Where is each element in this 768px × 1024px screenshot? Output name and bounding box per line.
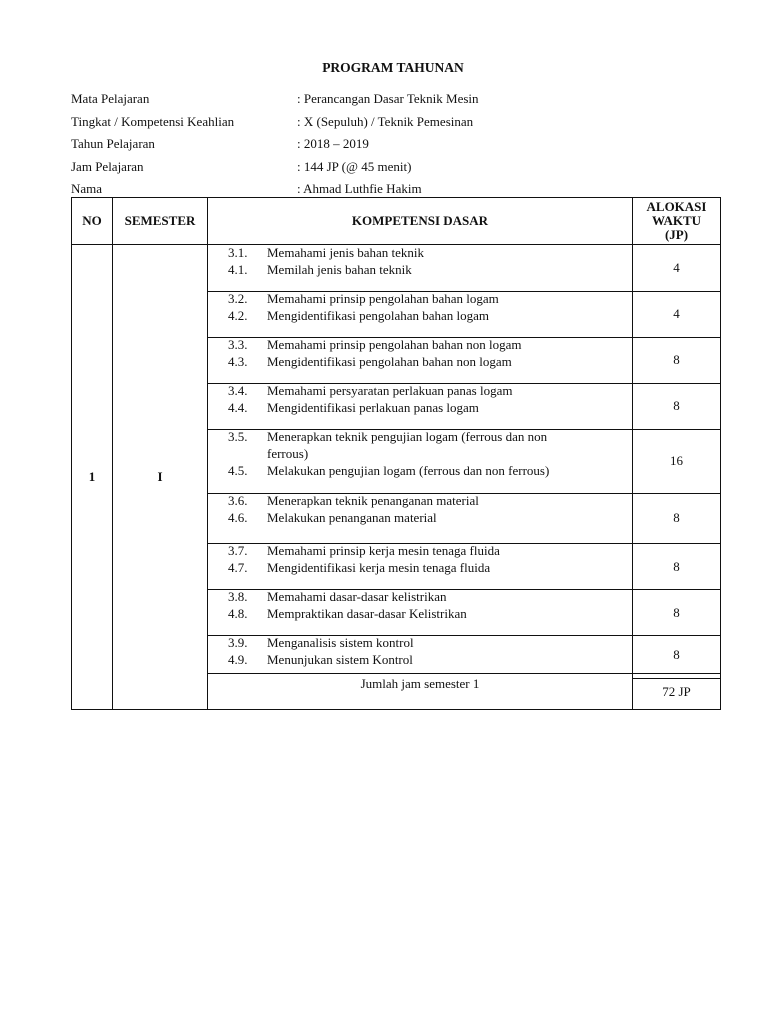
info-label: Nama — [71, 181, 103, 196]
header-alokasi-waktu — [632, 198, 721, 244]
alokasi-value: 4 — [673, 306, 680, 321]
kompetensi-text: Memahami dasar-dasar kelistrikan — [267, 589, 447, 604]
info-row-hours — [71, 156, 721, 179]
total-divider — [632, 678, 720, 679]
info-label: Jam Pelajaran — [71, 158, 144, 174]
kompetensi-text: Memahami persyaratan perlakuan panas logam — [267, 383, 513, 398]
kompetensi-item — [208, 559, 632, 576]
kompetensi-number: 3.3. — [228, 337, 248, 352]
kompetensi-number: 4.1. — [228, 262, 248, 277]
kompetensi-number: 4.6. — [228, 510, 248, 525]
info-label: Mata Pelajaran — [71, 91, 150, 106]
kompetensi-item — [208, 428, 632, 445]
kompetensi-number: 3.7. — [228, 543, 248, 558]
info-label: Tingkat / Kompetensi Keahlian — [71, 113, 235, 129]
header-alokasi-line: WAKTU — [651, 213, 702, 228]
kompetensi-item — [208, 353, 632, 370]
kompetensi-item — [208, 399, 632, 416]
kompetensi-item — [208, 492, 632, 509]
header-semester: SEMESTER — [124, 213, 196, 228]
kompetensi-item — [208, 634, 632, 651]
kompetensi-text: Mempraktikan dasar-dasar Kelistrikan — [267, 606, 467, 621]
kompetensi-item — [208, 307, 632, 324]
kompetensi-row — [208, 336, 632, 370]
alokasi-value: 8 — [673, 398, 680, 413]
kompetensi-text: Menganalisis sistem kontrol — [267, 635, 414, 650]
info-row-level — [71, 111, 721, 134]
kompetensi-item — [208, 382, 632, 399]
no-cell: 1 — [88, 468, 96, 484]
kompetensi-row — [208, 492, 632, 526]
kompetensi-item — [208, 336, 632, 353]
kompetensi-text-continuation: ferrous) — [267, 446, 309, 461]
kompetensi-number: 3.8. — [228, 589, 248, 604]
kompetensi-text: Menerapkan teknik penanganan material — [267, 493, 479, 508]
kompetensi-row — [208, 244, 632, 278]
alokasi-value: 8 — [673, 647, 680, 662]
info-value: : X (Sepuluh) / Teknik Pemesinan — [297, 113, 474, 129]
total-value: 72 JP — [662, 684, 691, 699]
kompetensi-item — [208, 509, 632, 526]
alokasi-value: 8 — [673, 352, 680, 367]
kompetensi-row — [208, 428, 632, 479]
info-row-subject — [71, 88, 721, 111]
document-title: PROGRAM TAHUNAN — [322, 60, 464, 75]
kompetensi-text: Memahami prinsip kerja mesin tenaga fluida — [267, 543, 500, 558]
kompetensi-text: Menerapkan teknik pengujian logam (ferrous dan non — [267, 429, 548, 444]
kompetensi-number: 4.4. — [228, 400, 248, 415]
kompetensi-item-continuation — [208, 445, 632, 462]
kompetensi-number: 3.1. — [228, 245, 248, 260]
kompetensi-number: 3.5. — [228, 429, 248, 444]
kompetensi-item — [208, 261, 632, 278]
header-no: NO — [82, 213, 102, 228]
info-value: : Perancangan Dasar Teknik Mesin — [297, 91, 479, 106]
kompetensi-number: 4.7. — [228, 560, 248, 575]
header-kompetensi-dasar: KOMPETENSI DASAR — [351, 213, 489, 228]
kompetensi-text: Melakukan penanganan material — [267, 510, 437, 525]
kompetensi-item — [208, 462, 632, 479]
kompetensi-text: Memahami prinsip pengolahan bahan non logam — [267, 337, 522, 352]
kompetensi-text: Menunjukan sistem Kontrol — [267, 652, 413, 667]
kompetensi-text: Memahami prinsip pengolahan bahan logam — [267, 291, 499, 306]
kompetensi-text: Memilah jenis bahan teknik — [267, 262, 412, 277]
row-divider — [208, 673, 720, 674]
kompetensi-item — [208, 651, 632, 668]
info-block — [71, 88, 721, 201]
kompetensi-text: Mengidentifikasi pengolahan bahan logam — [267, 308, 490, 323]
alokasi-value: 8 — [673, 559, 680, 574]
kompetensi-row — [208, 542, 632, 576]
alokasi-value: 8 — [673, 510, 680, 525]
info-value: : 144 JP (@ 45 menit) — [297, 158, 412, 174]
kompetensi-text: Mengidentifikasi perlakuan panas logam — [267, 400, 479, 415]
kompetensi-row — [208, 634, 632, 668]
kompetensi-number: 4.2. — [228, 308, 248, 323]
kompetensi-number: 4.8. — [228, 606, 248, 621]
header-alokasi-line: (JP) — [664, 227, 689, 242]
alokasi-value: 8 — [673, 605, 680, 620]
total-label: Jumlah jam semester 1 — [360, 676, 480, 691]
kompetensi-number: 4.3. — [228, 354, 248, 369]
header-alokasi-line: ALOKASI — [646, 199, 707, 214]
alokasi-value: 16 — [670, 453, 683, 468]
kompetensi-text: Mengidentifikasi pengolahan bahan non logam — [267, 354, 512, 369]
kompetensi-item — [208, 244, 632, 261]
kompetensi-item — [208, 290, 632, 307]
alokasi-value: 4 — [673, 260, 680, 275]
kompetensi-text: Memahami jenis bahan teknik — [267, 245, 425, 260]
kompetensi-item — [208, 588, 632, 605]
info-value: : 2018 – 2019 — [297, 136, 369, 151]
kompetensi-number: 4.9. — [228, 652, 248, 667]
kompetensi-number: 3.6. — [228, 493, 248, 508]
info-row-year — [71, 133, 721, 156]
kompetensi-number: 4.5. — [228, 463, 248, 478]
competency-table — [71, 197, 721, 710]
kompetensi-row — [208, 290, 632, 324]
kompetensi-row — [208, 588, 632, 622]
kompetensi-number: 3.9. — [228, 635, 248, 650]
kompetensi-item — [208, 542, 632, 559]
info-value: : Ahmad Luthfie Hakim — [297, 181, 422, 196]
info-label: Tahun Pelajaran — [71, 136, 155, 151]
kompetensi-text: Melakukan pengujian logam (ferrous dan non ferrous) — [267, 463, 550, 478]
kompetensi-number: 3.4. — [228, 383, 248, 398]
kompetensi-row — [208, 382, 632, 416]
kompetensi-number: 3.2. — [228, 291, 248, 306]
kompetensi-item — [208, 605, 632, 622]
kompetensi-text: Mengidentifikasi kerja mesin tenaga fluida — [267, 560, 491, 575]
semester-cell: I — [157, 468, 163, 484]
